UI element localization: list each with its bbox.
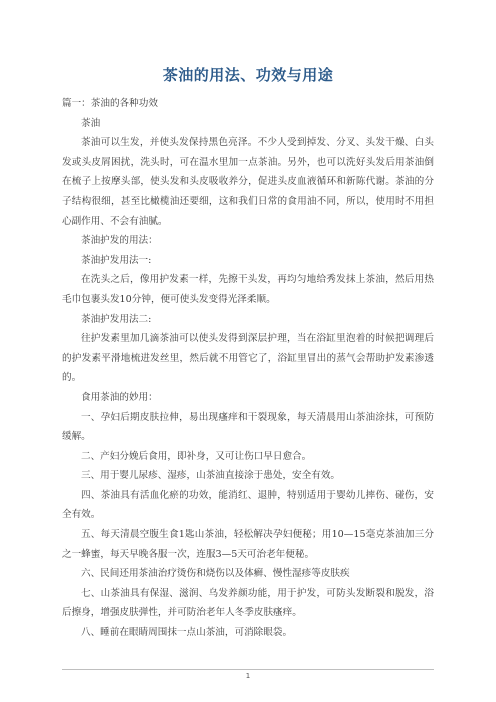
- paragraph: 茶油: [81, 117, 101, 129]
- list-item: 一、孕妇后期皮肤拉伸，易出现瘙痒和干裂现象，每天清晨用山茶油涂抹，可预防缓解。: [62, 411, 434, 443]
- list-item: 三、用于婴儿尿疹、湿疹，山茶油直接涂于患处，安全有效。: [81, 470, 341, 482]
- paragraph: 在洗头之后，像用护发素一样，先擦干头发，再均匀地给秀发抹上茶油，然后用热毛巾包裹头发10分钟，便可使头发变得光泽柔顺。: [62, 274, 434, 305]
- footer-divider: [62, 669, 434, 670]
- list-item: 二、产妇分娩后食用，即补身，又可让伤口早日愈合。: [81, 450, 312, 462]
- document-body: [62, 94, 434, 643]
- paragraph: 往护发素里加几滴茶油可以使头发得到深层护理，当在浴缸里泡着的时候把调理后的护发素平滑地梳进发丝里，然后就不用管它了，浴缸里冒出的蒸气会帮助护发素渗透的。: [62, 333, 434, 384]
- section-heading: 篇一：茶油的各种功效: [62, 98, 158, 109]
- paragraph: 茶油可以生发，并使头发保持黑色亮泽。不少人受到掉发、分叉、头发干燥、白头发或头皮屑困扰，洗头时，可在温水里加一点茶油。另外，也可以洗好头发后用茶油倒在梳子上按摩头部，使头发和头皮吸收养分，促进头皮血液循环和新陈代谢。茶油的分子结构很细，甚至比橄榄油还要细，这和我们日常的食用油不同，所以，使用时不用担心副作用、不会有油腻。: [62, 137, 434, 227]
- paragraph: 茶油护发用法一:: [81, 254, 152, 266]
- list-item: 七、山茶油具有保湿、滋润、乌发养颜功能，用于护发，可防头发断裂和脱发，浴后擦身，增强皮肤弹性，并可防治老年人冬季皮肤瘙痒。: [62, 587, 434, 619]
- document-title: 茶油的用法、功效与用途: [162, 66, 334, 84]
- paragraph: 茶油护发用法二:: [81, 313, 152, 325]
- paragraph: 茶油护发的用法：: [81, 235, 158, 247]
- list-item: 四、茶油具有活血化瘀的功效，能消红、退肿，特别适用于婴幼儿摔伤、碰伤，安全有效。: [62, 489, 434, 521]
- list-item: 八、睡前在眼睛周围抹一点山茶油，可消除眼袋。: [81, 627, 293, 639]
- page-number: 1: [245, 672, 251, 680]
- paragraph: 食用茶油的妙用：: [81, 391, 158, 403]
- list-item: 五、每天清晨空腹生食1匙山茶油，轻松解决孕妇便秘；用10—15毫克茶油加三分之一蜂蜜，每天早晚各服一次，连服3—5天可治老年便秘。: [62, 529, 434, 560]
- list-item: 六、民间还用茶油治疗烫伤和烧伤以及体癣、慢性湿疹等皮肤疾: [81, 568, 350, 580]
